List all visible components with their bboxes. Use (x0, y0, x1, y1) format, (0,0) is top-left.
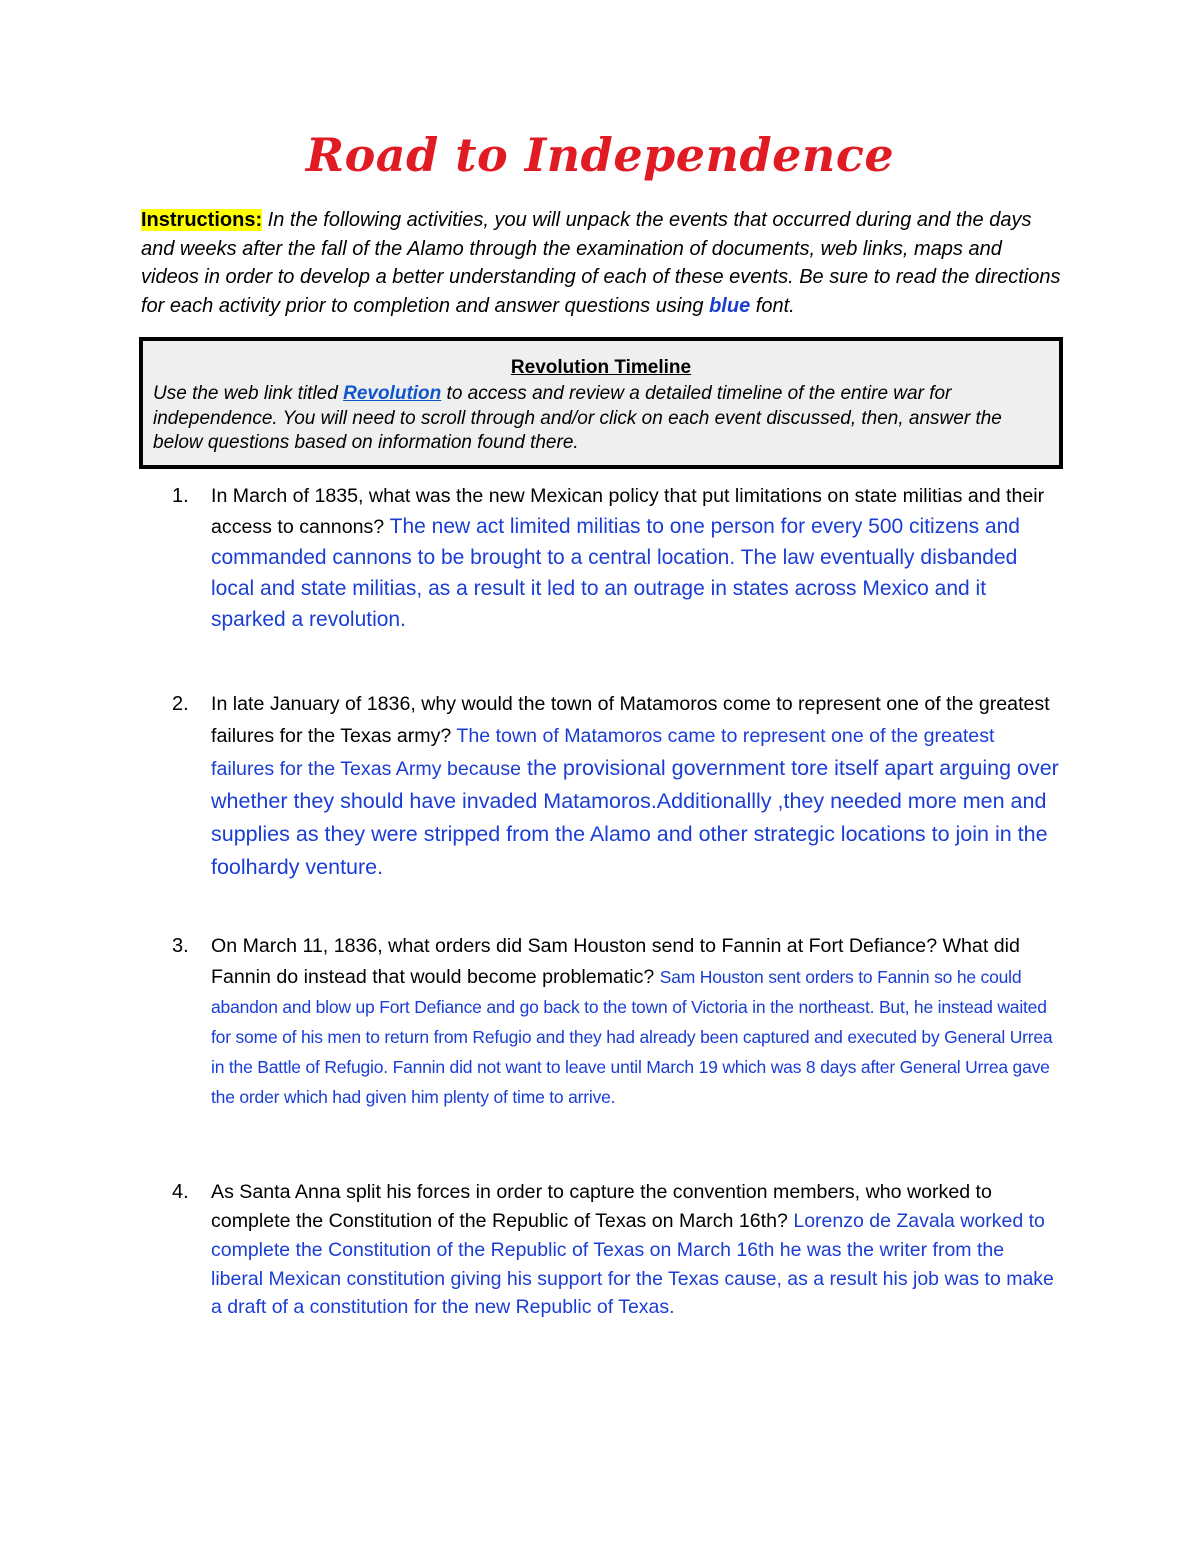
question-text: In late January of 1836, why would the town of Matamoros come to represent one of the greatest failures for the Texas army? (211, 693, 1050, 747)
instructions-label: Instructions: (141, 209, 263, 231)
question-number: 4. (172, 1181, 189, 1203)
timeline-heading: Revolution Timeline (510, 357, 692, 378)
answer-text: Sam Houston sent orders to Fannin so he could abandon and blow up Fort Defiance and go back to the town of Victoria in the northeast. But, he instead waited for some of his men to return from Refugio and they had already been captured and executed by General Urrea in the Battle of Refugio. Fannin did not want to leave until March 19 which was 8 days after General Urrea gave the order which had given him plenty of time to arrive. (211, 967, 1053, 1107)
instructions-text-before: In the following activities, you will unpack the events that occurred during and the days and weeks after the fall of the Alamo through the examination of documents, web links, maps and videos in order to develop a better understanding of each of these events. Be sure to read the directions for each activity prior to completion and answer questions using (141, 209, 1061, 317)
question-body (211, 482, 1059, 635)
document-title: Road to Independence (305, 128, 895, 182)
question-text: On March 11, 1836, what orders did Sam Houston send to Fannin at Fort Defiance? What did Fannin do instead that would become problematic? (211, 935, 1020, 988)
question-text: In March of 1835, what was the new Mexican policy that put limitations on state militias and their access to cannons? (211, 485, 1045, 538)
answer-text: Lorenzo de Zavala worked to complete the Constitution of the Republic of Texas on March 16th he was the writer from the liberal Mexican constitution giving his support for the Texas cause, as a result his job was to make a draft of a constitution for the new Republic of Texas. (211, 1210, 1054, 1318)
question-number: 3. (172, 935, 189, 957)
instructions-text-after: font. (750, 294, 795, 317)
question-number: 1. (172, 485, 189, 507)
answer-text: The new act limited militias to one person for every 500 citizens and commanded cannons to be brought to a central location. The law eventually disbanded local and state militias, as a result it led to an outrage in states across Mexico and it sparked a revolution. (211, 515, 1020, 631)
question-body (211, 1178, 1059, 1322)
question-number: 2. (172, 693, 189, 715)
timeline-directions (153, 382, 1049, 456)
timeline-text-before: Use the web link titled (153, 383, 344, 404)
question-text: As Santa Anna split his forces in order to capture the convention members, who worked to complete the Constitution of the Republic of Texas on March 16th? (211, 1181, 992, 1232)
question-body (211, 690, 1059, 885)
timeline-text-after: to access and review a detailed timeline of the entire war for independence. You will need to scroll through and/or click on each event discussed, then, answer the below questions based on information found there. (153, 383, 1002, 453)
answer-text-lead: The town of Matamoros came to represent one of the greatest failures for the Texas Army because (211, 725, 995, 780)
instructions-emphasis: blue (709, 294, 751, 317)
question-body (211, 932, 1059, 1114)
instructions-paragraph (141, 206, 1061, 320)
revolution-timeline-box (139, 337, 1063, 469)
answer-text-rest: the provisional government tore itself apart arguing over whether they should have invaded Matamoros.Additionallly ,they needed more men and supplies as they were stripped from the Alamo and other strategic locations to join in the foolhardy venture. (211, 756, 1059, 879)
revolution-link[interactable]: Revolution (343, 383, 442, 404)
